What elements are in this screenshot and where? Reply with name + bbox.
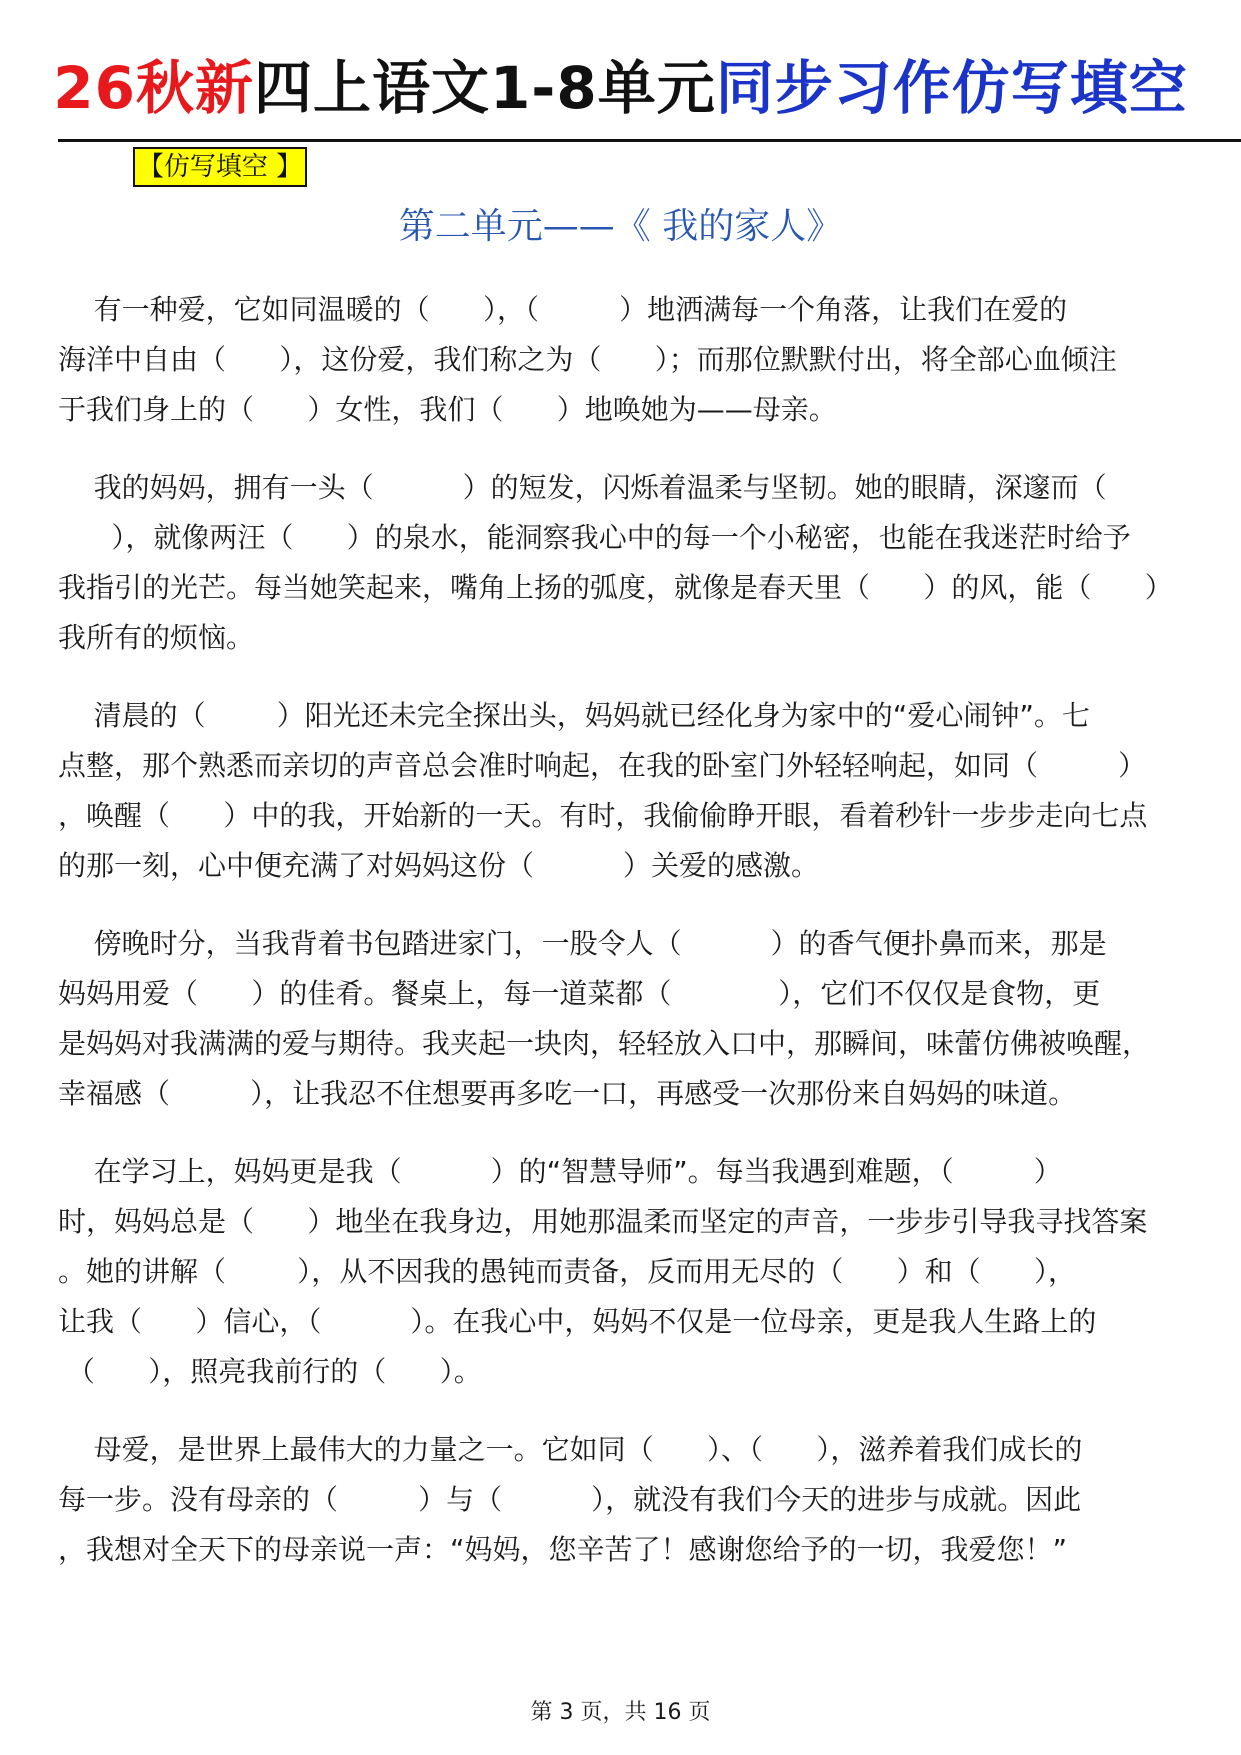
paragraph-line: ，唤醒（ ）中的我，开始新的一天。有时，我偷偷睁开眼，看着秒针一步步走向七点 [58,799,1148,832]
paragraph-line: 。她的讲解（ ），从不因我的愚钝而责备，反而用无尽的（ ）和（ ）， [58,1255,1077,1288]
title-part-black: 四上语文1-8单元 [253,54,716,122]
paragraph-line: 有一种爱，它如同温暖的（ ），（ ）地洒满每一个角落，让我们在爱的 [58,293,1068,326]
paragraph-line: 妈妈用爱（ ）的佳肴。餐桌上，每一道菜都（ ），它们不仅仅是食物，更 [58,977,1101,1010]
title-part-red: 26秋新 [53,54,254,122]
paragraph-line: （ ），照亮我前行的（ ）。 [58,1355,482,1388]
paragraph-line: 傍晚时分，当我背着书包踏进家门，一股令人（ ）的香气便扑鼻而来，那是 [58,927,1107,960]
document-title [0,52,1241,124]
paragraph [58,1147,1166,1397]
paragraph-line: 母爱，是世界上最伟大的力量之一。它如同（ ）、（ ），滋养着我们成长的 [58,1433,1083,1466]
paragraph-line: 每一步。没有母亲的（ ）与（ ），就没有我们今天的进步与成就。因此 [58,1483,1082,1516]
paragraph [58,919,1166,1119]
paragraph-line: 清晨的（ ）阳光还未完全探出头，妈妈就已经化身为家中的“爱心闹钟”。七 [58,699,1090,732]
paragraph-line: 是妈妈对我满满的爱与期待。我夹起一块肉，轻轻放入口中，那瞬间，味蕾仿佛被唤醒， [58,1027,1151,1060]
paragraph-line: ，我想对全天下的母亲说一声：“妈妈，您辛苦了！感谢您给予的一切，我爱您！” [58,1533,1068,1566]
page-footer: 第 3 页，共 16 页 [530,1700,711,1725]
header-divider [58,139,1241,142]
paragraph-line: 我的妈妈，拥有一头（ ）的短发，闪烁着温柔与坚韧。她的眼睛，深邃而（ [58,471,1107,504]
paragraph [58,691,1166,891]
paragraph-line: ），就像两汪（ ）的泉水，能洞察我心中的每一个小秘密，也能在我迷茫时给予 [58,521,1131,554]
paragraph-line: 时，妈妈总是（ ）地坐在我身边，用她那温柔而坚定的声音，一步步引导我寻找答案 [58,1205,1148,1238]
paragraph-line: 点整，那个熟悉而亲切的声音总会准时响起，在我的卧室门外轻轻响起，如同（ ） [58,749,1147,782]
paragraph [58,463,1173,663]
paragraph-line: 海洋中自由（ ），这份爱，我们称之为（ ）；而那位默默付出，将全部心血倾注 [58,343,1117,376]
paragraph-line: 的那一刻，心中便充满了对妈妈这份（ ）关爱的感激。 [58,849,820,882]
title-part-blue: 同步习作仿写填空 [715,54,1188,122]
paragraph-line: 在学习上，妈妈更是我（ ）的“智慧导师”。每当我遇到难题，（ ） [58,1155,1062,1188]
paragraph-line: 我所有的烦恼。 [58,621,255,654]
paragraph [58,1425,1166,1575]
paragraph-line: 我指引的光芒。每当她笑起来，嘴角上扬的弧度，就像是春天里（ ）的风，能（ ） [58,571,1173,604]
paragraph-line: 让我（ ）信心，（ ）。在我心中，妈妈不仅是一位母亲，更是我人生路上的 [58,1305,1097,1338]
paragraph-line: 幸福感（ ），让我忍不住想要再多吃一口，再感受一次那份来自妈妈的味道。 [58,1077,1077,1110]
paragraph-line: 于我们身上的（ ）女性，我们（ ）地唤她为——母亲。 [58,393,837,426]
body-text [58,285,1173,1603]
section-badge: 【仿写填空 】 [133,147,307,187]
section-title: 第二单元——《 我的家人》 [398,206,843,247]
paragraph [58,285,1166,435]
